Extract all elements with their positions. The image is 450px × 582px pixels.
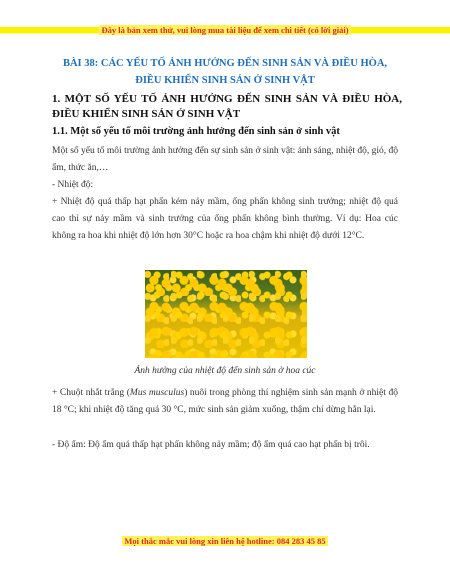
preview-notice-text: Đây là bản xem thử, vui lòng mua tài liệu để xem chi tiết (có lời giải) — [101, 25, 349, 35]
lesson-title-line2: ĐIỀU KHIỂN SINH SẢN Ở SINH VẬT — [135, 75, 315, 86]
preview-notice — [0, 25, 450, 35]
photo-caption: Ảnh hưởng của nhiệt độ đến sinh sản ở hoa cúc — [134, 366, 316, 376]
scientific-name: Mus musculus — [129, 388, 185, 398]
hotline-notice — [0, 536, 450, 546]
paragraph-temperature-detail: + Nhiệt độ quá thấp hạt phấn kém nảy mầm, ống phấn không sinh trưởng; nhiệt độ quá cao thì sự nảy mầm và sinh trưởng của ống phấn không bình thường. Ví dụ: Hoa cúc không ra hoa khi nhiệt độ lớn hơn 30°C hoặc ra hoa chậm khi nhiệt độ dưới 12°C. — [52, 197, 398, 241]
paragraph-mouse-part2: ) nuôi trong phòng thí nghiệm sinh sản mạnh ở nhiệt độ 18 °C; khi nhiệt độ tăng quá 30 °C, mức sinh sản giảm xuống, thậm chí dừng hẳn lại. — [52, 388, 398, 415]
paragraph-mouse — [52, 385, 398, 419]
paragraph-humidity: - Độ ẩm: Độ ẩm quá thấp hạt phấn không nảy mầm; độ ẩm quá cao hạt phấn bị trôi. — [52, 440, 370, 450]
hotline-notice-text: Mọi thắc mắc vui lòng xin liên hệ hotline: 084 283 45 85 — [124, 536, 326, 546]
paragraph-intro: Một số yếu tố môi trường ảnh hưởng đến sự sinh sản ở sinh vật: ánh sáng, nhiệt độ, gió, độ ẩm, thức ăn,… — [52, 146, 398, 173]
subsection-heading: 1.1. Một số yếu tố môi trường ảnh hưởng đến sinh sản ở sinh vật — [52, 126, 340, 137]
paragraph-mouse-part1: + Chuột nhắt trắng ( — [52, 388, 130, 398]
lesson-title — [40, 55, 410, 89]
lesson-title-line1: BÀI 38: CÁC YẾU TỐ ẢNH HƯỞNG ĐẾN SINH SẢN VÀ ĐIỀU HÒA, — [62, 58, 388, 69]
chrysanthemum-photo — [145, 270, 307, 358]
paragraph-temperature-label: - Nhiệt độ: — [52, 180, 94, 190]
section-heading: 1. MỘT SỐ YẾU TỐ ẢNH HƯỞNG ĐẾN SINH SẢN VÀ ĐIỀU HÒA, ĐIỀU KHIỂN SINH SẢN Ở SINH VẬT — [52, 93, 402, 120]
